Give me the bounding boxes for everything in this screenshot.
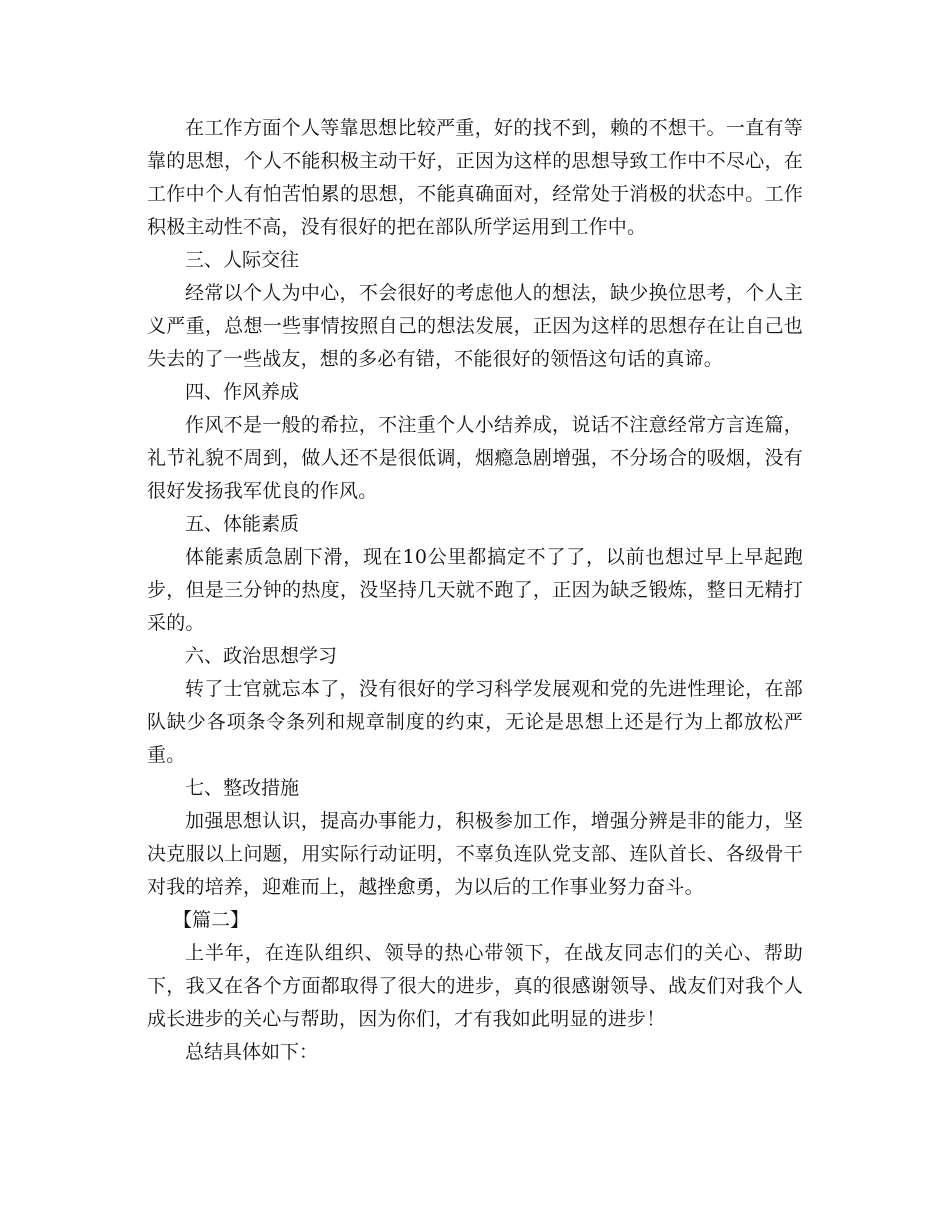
document-body bbox=[147, 112, 803, 1069]
paragraph-political-study: 转了士官就忘本了，没有很好的学习科学发展观和党的先进性理论，在部队缺少各项条令条列和规章制度的约束，无论是思想上还是行为上都放松严重。 bbox=[147, 678, 803, 766]
paragraph-interpersonal: 经常以个人为中心，不会很好的考虑他人的想法，缺少换位思考，个人主义严重，总想一些事情按照自己的想法发展，正因为这样的思想存在让自己也失去的了一些战友，想的多必有错，不能很好的领悟这句话的真谛。 bbox=[147, 282, 803, 370]
paragraph-physical: 体能素质急剧下滑，现在10公里都搞定不了了，以前也想过早上早起跑步，但是三分钟的热度，没坚持几天就不跑了，正因为缺乏锻炼，整日无精打采的。 bbox=[147, 546, 803, 634]
heading-political-study: 六、政治思想学习 bbox=[185, 645, 338, 667]
paragraph-work-attitude: 在工作方面个人等靠思想比较严重，好的找不到，赖的不想干。一直有等靠的思想，个人不能积极主动干好，正因为这样的思想导致工作中不尽心，在工作中个人有怕苦怕累的思想，不能真确面对，经常处于消极的状态中。工作积极主动性不高，没有很好的把在部队所学运用到工作中。 bbox=[147, 117, 803, 238]
section-heading-part-two: 【篇二】 bbox=[173, 909, 250, 931]
paragraph-rectification: 加强思想认识，提高办事能力，积极参加工作，增强分辨是非的能力，坚决克服以上问题，用实际行动证明，不辜负连队党支部、连队首长、各级骨干对我的培养，迎难而上，越挫愈勇，为以后的工作事业努力奋斗。 bbox=[147, 810, 803, 898]
heading-summary: 总结具体如下： bbox=[185, 1041, 319, 1063]
heading-interpersonal: 三、人际交往 bbox=[185, 249, 300, 271]
heading-rectification: 七、整改措施 bbox=[185, 777, 300, 799]
heading-conduct: 四、作风养成 bbox=[185, 381, 300, 403]
paragraph-conduct: 作风不是一般的希拉，不注重个人小结养成，说话不注意经常方言连篇，礼节礼貌不周到，做人还不是很低调，烟瘾急剧增强，不分场合的吸烟，没有很好发扬我军优良的作风。 bbox=[147, 414, 803, 502]
paragraph-first-half-year: 上半年，在连队组织、领导的热心带领下，在战友同志们的关心、帮助下，我又在各个方面都取得了很大的进步，真的很感谢领导、战友们对我个人成长进步的关心与帮助，因为你们，才有我如此明显的进步！ bbox=[147, 942, 803, 1030]
heading-physical: 五、体能素质 bbox=[185, 513, 300, 535]
